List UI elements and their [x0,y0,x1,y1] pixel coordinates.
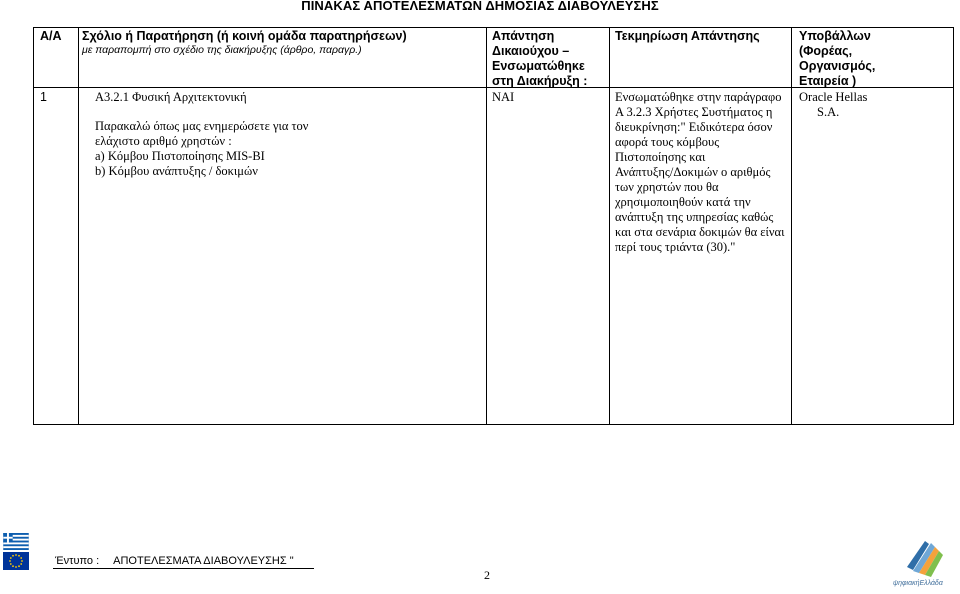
row-number: 1 [40,90,47,104]
digital-greece-logo-icon [901,537,949,579]
answer-value: ΝΑΙ [492,90,515,104]
header-submitter: Υποβάλλων (Φορέας, Οργανισμός, Εταιρεία ) [799,29,876,88]
comment-reference: Α3.2.1 Φυσική Αρχιτεκτονική [95,90,247,104]
page-number: 2 [484,568,490,582]
header-comment: Σχόλιο ή Παρατήρηση (ή κοινή ομάδα παρατηρήσεων) [82,29,407,43]
header-comment-subtitle: με παραπομπή στο σχέδιο της διακήρυξης (άρθρο, παραγρ.) [82,44,362,56]
logo-text: ψηφιακήΕλλάδα [893,580,943,587]
greek-flag-icon [3,533,29,550]
header-answer: Απάντηση Δικαιούχου – Ενσωματώθηκε στη Διακήρυξη : [492,29,588,88]
header-justification: Τεκμηρίωση Απάντησης [615,29,760,43]
footer-underline [53,568,314,569]
comment-body: Παρακαλώ όπως μας ενημερώσετε για τον ελάχιστο αριθμό χρηστών : a) Κόμβου Πιστοποίησης MIS-BI b) Κόμβου ανάπτυξης / δοκιμών [95,119,309,178]
footer-form-label: Έντυπο : ΑΠΟΤΕΛΕΣΜΑΤΑ ΔΙΑΒΟΥΛΕΥΣΗΣ " [55,555,294,567]
submitter-name: Oracle Hellas S.A. [799,90,868,119]
justification-text: Ενσωματώθηκε στην παράγραφο Α 3.2.3 Χρήστες Συστήματος η διευκρίνηση:" Ειδικότερα όσον αφορά τους κόμβους Πιστοποίησης και Ανάπτυξης/Δοκιμών ο αριθμός των χρηστών που θα χρησιμοποιηθούν κατά την ανάπτυξη της υπηρεσίας καθώς και στα σενάρια δοκιμών θα είναι περί τους τριάντα (30)." [615,90,785,254]
header-aa: Α/Α [40,29,62,43]
eu-flag-icon [3,552,29,570]
page-title: ΠΙΝΑΚΑΣ ΑΠΟΤΕΛΕΣΜΑΤΩΝ ΔΗΜΟΣΙΑΣ ΔΙΑΒΟΥΛΕΥΣΗΣ [301,0,659,13]
